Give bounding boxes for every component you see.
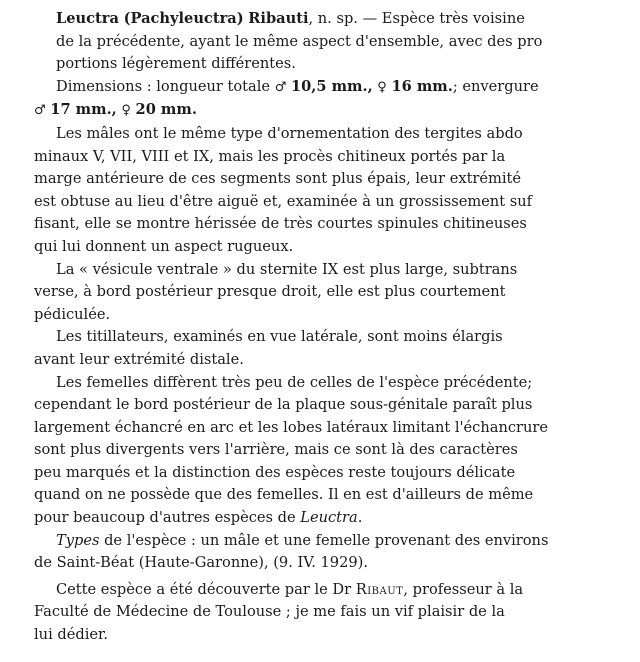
- dimensions-line-1: Dimensions : longueur totale ♂ 10,5 mm., ♀ 16 mm.; envergure: [56, 77, 539, 95]
- femelles-paragraph: [34, 372, 620, 530]
- text-line: avant leur extrémité distale.: [34, 350, 244, 368]
- text-line: est obtuse au lieu d'être aiguë et, examinée à un grossissement suf: [34, 192, 532, 210]
- text-line: Les mâles ont le même type d'ornementation des tergites abdo: [56, 124, 523, 142]
- text-line: qui lui donnent un aspect rugueux.: [34, 237, 294, 255]
- title-suffix: , n. sp. — Espèce très voisine: [308, 10, 525, 27]
- species-name: Ribauti: [248, 10, 309, 27]
- text-line: Les titillateurs, examinés en vue latérale, sont moins élargis: [56, 328, 503, 346]
- text-line: marge antérieure de ces segments sont plus épais, leur extrémité: [34, 170, 522, 188]
- male-length: 10,5 mm.,: [290, 77, 373, 95]
- text-line: peu marqués et la distinction des espèces reste toujours délicate: [34, 463, 516, 481]
- text-line: pédiculée.: [34, 305, 111, 323]
- text-line: quand on ne possède que des femelles. Il en est d'ailleurs de même: [34, 486, 534, 504]
- male-symbol-icon: ♂: [34, 103, 46, 119]
- vesicule-paragraph: [34, 259, 620, 327]
- female-length: 16 mm.: [391, 77, 453, 95]
- text-line: pour beaucoup d'autres espèces de Leuctra.: [34, 509, 363, 527]
- subgenus-name: (Pachyleuctra): [123, 10, 244, 27]
- text-line: La « vésicule ventrale » du sternite IX est plus large, subtrans: [56, 260, 518, 278]
- text-line: Cette espèce a été découverte par le Dr Ribaut, professeur à la: [56, 580, 524, 598]
- species-description: [34, 8, 620, 76]
- males-paragraph: [34, 123, 620, 259]
- female-span: 20 mm.: [135, 101, 197, 119]
- discovery-paragraph: [34, 579, 620, 647]
- female-symbol-icon: ♀: [377, 79, 387, 95]
- genus-name: Leuctra: [56, 10, 119, 27]
- text-line: minaux V, VII, VIII et IX, mais les procès chitineux portés par la: [34, 147, 506, 165]
- text-line: Faculté de Médecine de Toulouse ; je me fais un vif plaisir de la: [34, 603, 505, 621]
- text-line: fisant, elle se montre hérissée de très courtes spinules chitineuses: [34, 215, 527, 233]
- author-name: Ribaut: [355, 580, 404, 598]
- text-line: de la précédente, ayant le même aspect d'ensemble, avec des pro: [56, 32, 543, 50]
- text-line: lui dédier.: [34, 626, 109, 644]
- text-line: largement échancré en arc et les lobes latéraux limitant l'échancrure: [34, 418, 549, 436]
- text-line: cependant le bord postérieur de la plaque sous-génitale paraît plus: [34, 396, 533, 414]
- text-line: sont plus divergents vers l'arrière, mais ce sont là des caractères: [34, 441, 518, 459]
- dimensions-paragraph: [34, 76, 620, 123]
- types-label: Types: [56, 531, 100, 549]
- text-line: Les femelles diffèrent très peu de celles de l'espèce précédente;: [56, 373, 533, 391]
- text-line: de Saint-Béat (Haute-Garonne), (9. IV. 1929).: [34, 554, 368, 572]
- female-symbol-icon: ♀: [121, 103, 131, 119]
- titillateurs-paragraph: [34, 326, 620, 371]
- text-line: Types de l'espèce : un mâle et une femelle provenant des environs: [56, 531, 549, 549]
- types-paragraph: [34, 530, 620, 575]
- text-line: portions légèrement différentes.: [56, 55, 296, 73]
- title-line: [34, 8, 620, 31]
- dimensions-line-2: [34, 99, 620, 123]
- male-span: 17 mm.,: [50, 101, 117, 119]
- male-symbol-icon: ♂: [274, 79, 287, 95]
- genus-italic: Leuctra: [300, 509, 358, 527]
- text-line: verse, à bord postérieur presque droit, elle est plus courtement: [34, 283, 506, 301]
